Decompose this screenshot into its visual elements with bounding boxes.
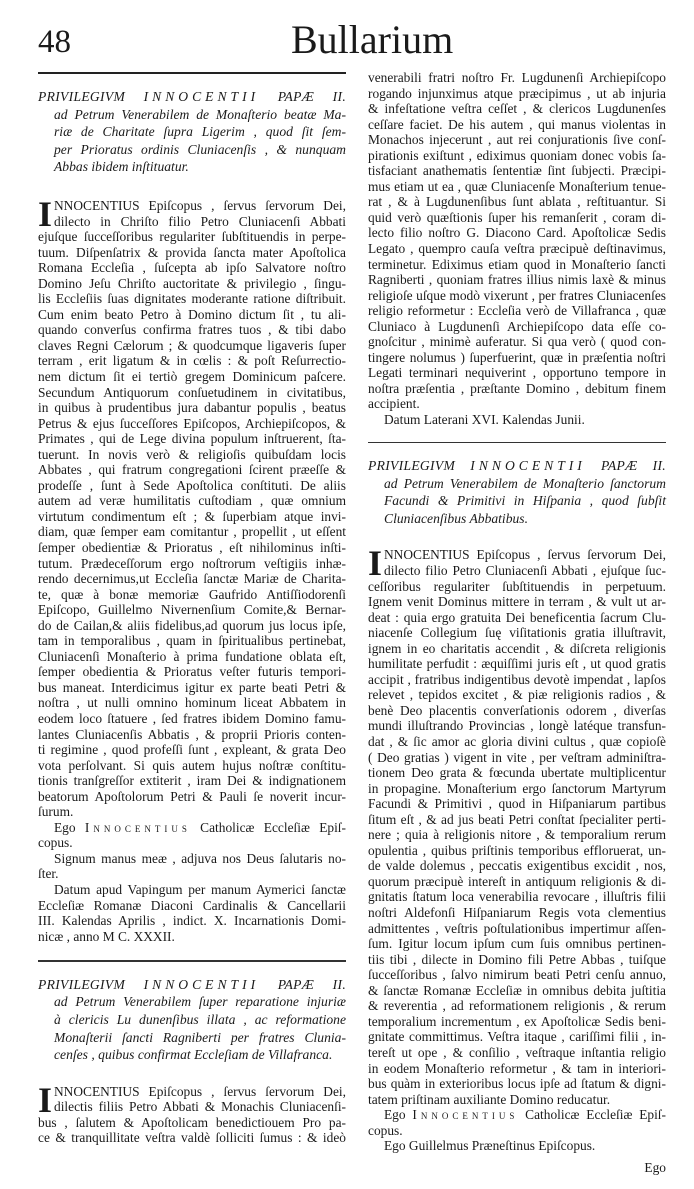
body-line: religioſe uſque modò vixerunt , per fratres Cluniacenſes	[368, 287, 666, 303]
body-line: ejuſque ſucceſſoribus regulariter ſubſtituendis in perpe-	[38, 229, 346, 245]
body-line: tereſt ut ope , & conſilio , veſtraque inſtantia religio	[368, 1044, 666, 1060]
privilege-1-title	[38, 88, 346, 176]
body-line: quid verò quæſtionis ſuper his remanſerit , coram di-	[368, 209, 666, 225]
title-line: ad Petrum Venerabilem de Monaſterio ſanctorum	[384, 475, 666, 491]
title-lines	[38, 106, 346, 176]
body-line: bus quàm in exterioribus locus ipſe ad ſtatum & digni-	[368, 1076, 666, 1092]
body-line: lis Eccleſiis ſuas dignitates moderante ratione diſtribuit.	[38, 291, 346, 307]
body-line: eodem loco ſtatuere , ſed fratres ibidem Domino famu-	[38, 711, 346, 727]
body-line: deat : quia ergo gratuita Dei beneficentia ſacrum Clu-	[368, 609, 666, 625]
body-line: dilectis filiis Petro Abbati & Monachis Cluniacenſi-	[54, 1099, 346, 1115]
signature-name: Innocentius	[412, 1107, 519, 1123]
datum-line: Datum apud Vapingum per manum Aymerici ſanctæ	[54, 882, 346, 898]
drop-cap: I	[368, 543, 383, 584]
body-line: Facundi & Primitivi , quod in Hiſpaniarum partibus	[368, 796, 666, 812]
signature-ego: Ego	[54, 819, 76, 835]
body-line: rendo decernimus,ut Eccleſia ſanctæ Mariæ de Charita-	[38, 571, 346, 587]
privilege-1-body	[38, 193, 346, 820]
body-line: bus maneat. Interdicimus igitur ex parte beati Petri &	[38, 679, 346, 695]
running-title: Bullarium	[291, 17, 454, 62]
body-line: ſurum.	[38, 804, 74, 820]
body-line: in eodem Monaſterio reformetur , & tam in interiori-	[368, 1060, 666, 1076]
privilege-2-title	[38, 976, 346, 1064]
body-line: vota perſolvant. Si quis autem hujus noſtræ conſtitu-	[38, 757, 346, 773]
section-rule	[38, 960, 346, 962]
body-line: ſitum eſt , & ad jus beati Petri conſtat ſpecialiter perti-	[368, 811, 666, 827]
title-line: Abbas ibidem inſtituatur.	[54, 159, 189, 175]
body-line: religio reformetur : Eccleſia verò de Villafranca , quæ	[368, 303, 666, 319]
body-line: ceſſoribus regulariter ſubſtituendis in perpetuum.	[368, 578, 666, 594]
title-line: cenſes , quibus confirmat Eccleſiam de Villafranca.	[54, 1047, 333, 1063]
body-line: Cluniacenſi Monaſterio à prima fundatione oblata eſt,	[38, 648, 346, 664]
title-tail: PAPÆ II.	[277, 976, 347, 992]
body-line: & ſanctæ Romanæ Eccleſiæ in omnibus debita juſtitia	[368, 982, 666, 998]
body-line: Cluniaco à Lugdunenſi Archiepiſcopo data eſſe co-	[368, 318, 666, 334]
body-line: Petrus & ejus ſucceſſores Epiſcopos, Archiepiſcopos, &	[38, 415, 346, 431]
body-line: tionis tranſgreſſor extiterit , iram Dei & indignationem	[38, 773, 346, 789]
body-line: relevet , tepidos excitet , & piæ religionis radios , &	[368, 687, 666, 703]
title-first-line	[38, 88, 346, 106]
body-line: Ragniberti , quoniam fratres illius nimis laxè & minus	[368, 272, 666, 288]
datum-1	[38, 882, 346, 944]
signature-line	[368, 1107, 666, 1123]
body-line: nere ; quia à religionis nitore , & temporalium rerum	[368, 827, 666, 843]
body-line: gnoſcitur , minimè auferatur. Si qua verò ( quod con-	[368, 334, 666, 350]
body-line: autem ad veræ humilitatis cuſtodiam , quæ omnium	[38, 493, 346, 509]
privilege-2-body	[38, 1079, 346, 1146]
body-line: ſum. Igitur locum ipſum cum ſuis omnibus pertinen-	[368, 936, 666, 952]
body-line: dilecto filio Petro Cluniacenſi Abbati , ejuſque ſuc-	[384, 563, 666, 578]
title-line: à clericis Lu dunenſibus illata , ac reformatione	[54, 1011, 346, 1027]
body-line: ignem in eo charitatis accendit , & diſcreta religionis	[368, 640, 666, 656]
body-line: mundi illuſtrando Provincias , longè latéque transfun-	[368, 718, 666, 734]
body-lines	[38, 1079, 346, 1146]
title-tail: PAPÆ II.	[601, 458, 666, 474]
body-line: admittentes , veſtris poſtulationibus impertimur aſſen-	[368, 920, 666, 936]
body-line: NNOCENTIUS Epiſcopus , ſervus ſervorum Dei,	[54, 197, 346, 213]
body-line: Secundum Antiquorum conſuetudinem in civitatibus,	[38, 384, 346, 400]
body-line: tatem priſtinam auxiliante Domino reducatur.	[368, 1091, 611, 1107]
drop-cap: I	[38, 1079, 53, 1120]
body-line: nem dictum ſit ei tertiò gregem Dominicum paſcere.	[38, 368, 346, 384]
body-line: bus , ſalutem & Apoſtolicam benedictiouem Pro pa-	[38, 1114, 346, 1130]
body-line: temporalium incrementum , ex Apoſtolicæ Sedis beni-	[368, 1013, 666, 1029]
title-line: Cluniacenſibus Abbatibus.	[384, 510, 528, 526]
title-lines	[368, 475, 666, 528]
body-line: terminetur. Ediximus etiam quod in Monaſterio ſancti	[368, 256, 666, 272]
body-line: tiis tibi , dilecte in Domino fili Petre Abbas , tuiſque	[368, 951, 666, 967]
page-number: 48	[38, 24, 71, 60]
body-line: tuum. Diſpenſatrix & provida ſancta mater Apoſtolica	[38, 244, 346, 260]
title-lead: PRIVILEGIVM	[368, 458, 456, 474]
body-line: rat , & à Lugdunenſibus ſunt ablata , reſtituantur. Si	[368, 194, 666, 210]
title-lead: PRIVILEGIVM	[38, 89, 126, 104]
signature-ego: Ego	[384, 1107, 406, 1123]
body-line: dilecto in Chriſto filio Petro Cluniacenſi Abbati	[54, 213, 346, 229]
signature-name: Innocentius	[84, 819, 191, 835]
body-line: beatorum Apoſtolorum Petri & Pauli ſe noverit incur-	[38, 788, 346, 804]
body-line: Epiſcopo, Guillelmo Nivernenſium Comite,& Bernar-	[38, 602, 346, 618]
body-line: tionem Deo grata & fœcunda ubertate multiplicentur	[368, 765, 666, 781]
body-line: Domino Jeſu Chriſto auctoritate & privilegio , ſingu-	[38, 275, 346, 291]
signature-line-2: copus.	[38, 835, 73, 851]
body-line: humilitate perfudit : æquiſſimi juris eſt , ut quod gratis	[368, 656, 666, 672]
privilege-3-signature	[368, 1107, 666, 1154]
body-line: Legato , quempro cauſa veſtra præcipuè deſtinavimus,	[368, 241, 666, 257]
body-line: gnitate committimus. Veſtra itaque , cariſſimi filii , in-	[368, 1029, 666, 1045]
body-line: NNOCENTIUS Epiſcopus , ſervus ſervorum Dei,	[54, 1083, 346, 1099]
body-line: ſemper obedientiæ & Prioratus , eſt nihilominus inſti-	[38, 540, 346, 555]
title-line: Monaſterii ſancti Ragniberti per fratres Clunia-	[54, 1029, 346, 1045]
body-line: noſtri Aldefonſi Hiſpaniarum Regis vota clementius	[368, 905, 666, 921]
body-line: noſtra præſentia , præſtante Domino , debitum finem	[368, 380, 666, 396]
datum-line: nicæ , anno M C. XXXII.	[38, 928, 175, 944]
signature-tail: Catholicæ Eccleſiæ Epiſ-	[200, 819, 346, 835]
signature-line	[38, 820, 346, 836]
privilege-1-signature	[38, 820, 346, 851]
signum	[38, 851, 346, 882]
signum-line: Signum manus meæ , adjuva nos Deus ſalutaris no-	[54, 850, 346, 866]
title-line: ad Petrum Venerabilem ſuper reparatione injuriæ	[54, 994, 346, 1010]
body-line: mus etiam ut ea , quæ Cluniacenſe Monaſterium tenue-	[368, 178, 666, 194]
title-spaced: INNOCENTII	[470, 458, 586, 474]
catchword: Ego	[644, 1159, 666, 1175]
body-line: tingere nolumus ) ſuperfuerint, quæ in præſentia noſtri	[368, 349, 666, 365]
body-line: & reverentia , ad reformationem religionis , & rerum	[368, 998, 666, 1014]
body-line: do de Cailan,& aliis fidelibus,ad quorum jus locus ipſe,	[38, 617, 346, 633]
body-lines	[38, 193, 346, 820]
signature-tail: Catholicæ Eccleſiæ Epiſ-	[525, 1107, 666, 1123]
body-line: quando converſus confirma fratres tuos , & tibi dabo	[38, 322, 346, 338]
body-line: venerabili fratri noſtro Fr. Lugdunenſi Archiepiſcopo	[368, 70, 666, 85]
right-column	[368, 70, 666, 1175]
body-line: tuerunt. In novis verò & religioſis quibuſdam locis	[38, 446, 346, 462]
body-line: te, quæ à bonæ memoriæ Gaufrido Antiſſiodorenſi	[38, 586, 346, 602]
title-lead: PRIVILEGIVM	[38, 976, 126, 992]
body-line: diam, quæ ſemper eam comitantur , propellit , ut eſſent	[38, 524, 346, 540]
privilege-3-body	[368, 543, 666, 1107]
body-line: ſucceſſoribus , ſalvo nimirum beati Petri cenſu annuo,	[368, 967, 666, 983]
body-line: ce & tranquillitate veſtra valdè ſolliciti ſumus : & ideò	[38, 1130, 346, 1146]
body-line: tam in temporalibus , quam in ſpiritualibus pertinebat,	[38, 633, 346, 649]
signature-line-2: copus.	[368, 1122, 403, 1138]
title-line: ad Petrum Venerabilem de Monaſterio beatæ Ma-	[54, 106, 346, 122]
drop-cap: I	[38, 193, 53, 234]
body-line: benè Deo placentis converſationis odorem , diverſas	[368, 702, 666, 718]
body-line: tutum. Prædeceſſorum ergo noſtrorum veſtigiis inhæ-	[38, 555, 346, 571]
body-line: virtutum condimentum eſt ; & ſuperbiam atque invi-	[38, 508, 346, 524]
title-line: Facundi & Primitivi in Hiſpania , quod ſubſit	[384, 493, 666, 509]
body-line: Cum enim beato Petro à Domino dictum ſit , tu ali-	[38, 306, 346, 322]
title-spaced: INNOCENTII	[143, 89, 260, 104]
body-line: Ignem venit Dominus mittere in terram , & vult ut ar-	[368, 594, 666, 610]
body-line: ( Deo gratias ) vigent in vite , per veſtram adminiſtra-	[368, 749, 666, 765]
body-line: niacenſe Collegium ſuę viſitationis gratia illuſtravit,	[368, 625, 666, 641]
second-signature: Ego Guillelmus Præneſtinus Epiſcopus.	[384, 1138, 596, 1154]
body-line: opulentia , quibus priſtinis temporibus effloruerat, un-	[368, 842, 666, 858]
datum-line: Eccleſiæ Romanæ Diaconi Cardinalis & Cancellarii	[38, 897, 346, 913]
body-line: pirationis exiſtunt , ediximus quoniam donec vobis ſa-	[368, 147, 666, 163]
title-line: per Prioratus ordinis Cluniacenſis , & nunquam	[54, 141, 346, 157]
datum-line: III. Kalendas Aprilis , indict. X. Incarnationis Domi-	[38, 913, 346, 929]
body-lines	[368, 543, 666, 1107]
body-line: accipit , fratribus indigentibus devotè impendat , lapſos	[368, 671, 666, 687]
body-line: Monachos injecerunt , aut rei conjurationis ſive conſ-	[368, 132, 666, 148]
body-line: rogando injunximus atque præcipimus , ut ab injuria	[368, 85, 666, 101]
body-line: lantes Cluniacenſis Abbatis , & proprii Prioris conten-	[38, 726, 346, 742]
body-line: terram , erit ligatum & in cœlis : & poſt Reſurrectio-	[38, 353, 346, 369]
body-line: de valde dolemus , peccatis exigentibus excidit , nos,	[368, 858, 666, 874]
body-line: Primates , qui de Lege divina populum inſtruerent, ſta-	[38, 431, 346, 447]
body-line: in propagine. Monaſterium ergo ſanctorum Martyrum	[368, 780, 666, 796]
body-line: gnitatis ſtatum loca venerabilia revocare , illuſtris filii	[368, 889, 666, 905]
body-line: Legati terminari nequiverint , opportuno tempore in	[368, 365, 666, 381]
body-line: ti regimine , quod profeſſi ſunt , expleant, & grata Deo	[38, 742, 346, 758]
body-line: in quibus à prudentibus jura dabantur populis , beatus	[38, 400, 346, 416]
body-line: ſemper obedientia & Prioratus veſter futuris tempori-	[38, 664, 346, 680]
header-rule	[38, 72, 346, 74]
body-line: Romana Eccleſia , ſuſcepta ab ipſo Salvatore noſtro	[38, 260, 346, 276]
body-line: & infeſtatione veſtra ceſſet , & clericos Lugdunenſes	[368, 101, 666, 117]
signum-line: ſter.	[38, 866, 59, 882]
body-line: claves Regni Cælorum ; & quodcumque ligaveris ſuper	[38, 337, 346, 353]
title-line: riæ de Charitate ſupra Ligerim , quod ſit ſem-	[54, 124, 346, 140]
body-line: tisfaciant anathematis ſententiæ ſint ſubjecti. Præcipi-	[368, 163, 666, 179]
title-tail: PAPÆ II.	[277, 89, 347, 104]
title-spaced: INNOCENTII	[143, 976, 260, 992]
body-line: quorum præcipuè intereſt in antiquum religionis & di-	[368, 873, 666, 889]
datum-2: Datum Laterani XVI. Kalendas Junii.	[384, 412, 585, 428]
continuation-text	[368, 70, 666, 412]
body-line: Abbates , qui fratrum congregationi ſcirent præeſſe &	[38, 462, 346, 478]
body-line: noſtra , ut nulli omnino hominum liceat Abbatem in	[38, 695, 346, 711]
left-column	[38, 72, 346, 1146]
title-first-line	[368, 457, 666, 475]
title-first-line	[38, 976, 346, 994]
body-line: lecto filio noſtro G. Diacono Card. Apoſtolicæ Sedis	[368, 225, 666, 241]
body-line: prodeſſe , ſunt à Sede Apoſtolica conſtituti. De aliis	[38, 477, 346, 493]
privilege-3-title	[368, 457, 666, 527]
section-rule	[368, 442, 666, 444]
title-lines	[38, 993, 346, 1063]
body-line: dat , & ſic amor ac gloria divini cultus , quæ copioſè	[368, 734, 666, 750]
body-line: accipient.	[368, 396, 420, 412]
body-line: NNOCENTIUS Epiſcopus , ſervus ſervorum Dei,	[384, 547, 666, 563]
body-line: ceſſare faciet. De his autem , qui manus violentas in	[368, 116, 666, 132]
